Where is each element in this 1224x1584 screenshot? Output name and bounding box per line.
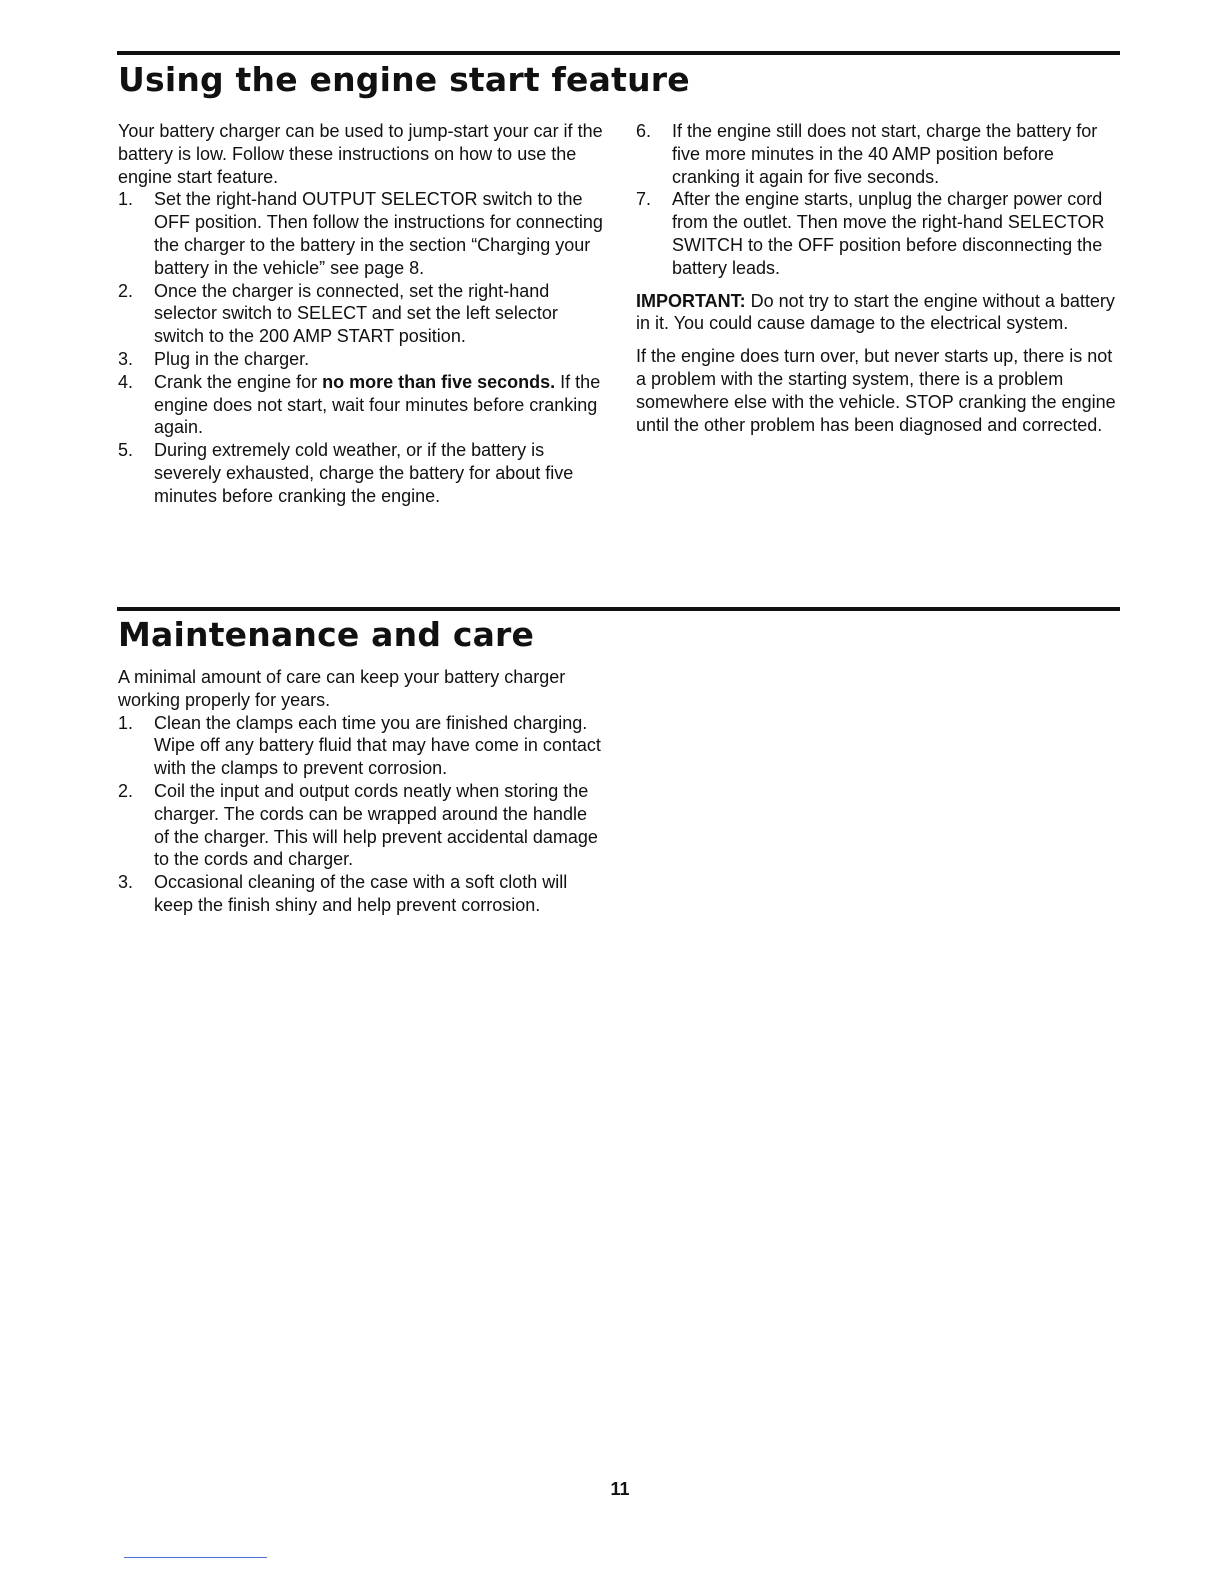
step-number: 7. (636, 189, 652, 210)
step-text-emphasis: no more than five seconds. (322, 371, 556, 392)
step-number: 1. (118, 712, 134, 733)
engine-start-steps-right (636, 120, 1122, 280)
important-text: Do not try to start the engine without a battery in it. You could cause damage to the electrical system. (636, 290, 1115, 334)
maintenance-steps (118, 712, 606, 917)
important-notice (636, 290, 1122, 336)
step-text: Clean the clamps each time you are finished charging. Wipe off any battery fluid that may have come in contact with the clamps to prevent corrosion. (154, 712, 601, 779)
step-text: During extremely cold weather, or if the battery is severely exhausted, charge the battery for about five minutes before cranking the engine. (154, 440, 574, 506)
maintenance-intro: A minimal amount of care can keep your battery charger working properly for years. (118, 667, 566, 710)
step-number: 2. (118, 780, 134, 801)
important-label: IMPORTANT: (636, 290, 746, 311)
list-item (118, 280, 606, 348)
engine-start-steps-left (118, 188, 606, 507)
engine-start-intro: Your battery charger can be used to jump-start your car if the battery is low. Follow these instructions on how to use the engine start feature. (118, 121, 603, 187)
step-text-end: If the engine does not start, wait four minutes before cranking again. (154, 371, 601, 438)
list-item (118, 780, 606, 871)
step-text: Occasional cleaning of the case with a soft cloth will keep the finish shiny and help prevent corrosion. (154, 872, 568, 915)
list-item (118, 871, 606, 917)
step-number: 1. (118, 189, 134, 210)
list-item (118, 439, 606, 507)
engine-start-right-column (636, 120, 1122, 436)
step-number: 6. (636, 121, 652, 141)
step-text: Set the right-hand OUTPUT SELECTOR switch to the OFF position. Then follow the instructions for connecting the charger to the battery in the section “Charging your battery in the vehicle” see page 8. (154, 189, 603, 278)
step-text: If the engine still does not start, charge the battery for five more minutes in the 40 AMP position before cranking it again for five seconds. (672, 121, 1098, 187)
section-rule-maintenance (117, 607, 1120, 611)
list-item (118, 188, 606, 279)
list-item (636, 120, 1122, 188)
engine-start-heading: Using the engine start feature (118, 60, 690, 99)
engine-start-left-column (118, 120, 606, 508)
step-number: 2. (118, 280, 134, 301)
step-number: 4. (118, 371, 134, 392)
list-item (118, 348, 606, 371)
step-text: After the engine starts, unplug the charger power cord from the outlet. Then move the right-hand SELECTOR SWITCH to the OFF position before disconnecting the battery leads. (672, 189, 1105, 278)
step-text-start: Crank the engine for (154, 371, 323, 392)
step-number: 5. (118, 440, 134, 461)
maintenance-column (118, 666, 606, 917)
step-number: 3. (118, 348, 134, 369)
step-text: Coil the input and output cords neatly when storing the charger. The cords can be wrapped around the handle of the charger. This will help prevent accidental damage to the cords and charger. (154, 780, 598, 870)
engine-start-note: If the engine does turn over, but never starts up, there is not a problem with the starting system, there is a problem somewhere else with the vehicle. STOP cranking the engine until the other problem has been diagnosed and corrected. (636, 346, 1116, 435)
page-number: 11 (610, 1479, 630, 1499)
maintenance-heading: Maintenance and care (118, 615, 535, 654)
footer-line (124, 1557, 267, 1558)
step-text: Once the charger is connected, set the right-hand selector switch to SELECT and set the left selector switch to the 200 AMP START position. (154, 280, 558, 347)
list-item (118, 712, 606, 780)
section-rule-top (117, 51, 1120, 55)
step-number: 3. (118, 872, 134, 893)
list-item (636, 188, 1122, 279)
step-text: Plug in the charger. (154, 348, 310, 369)
list-item (118, 371, 606, 439)
step-text (154, 371, 606, 439)
